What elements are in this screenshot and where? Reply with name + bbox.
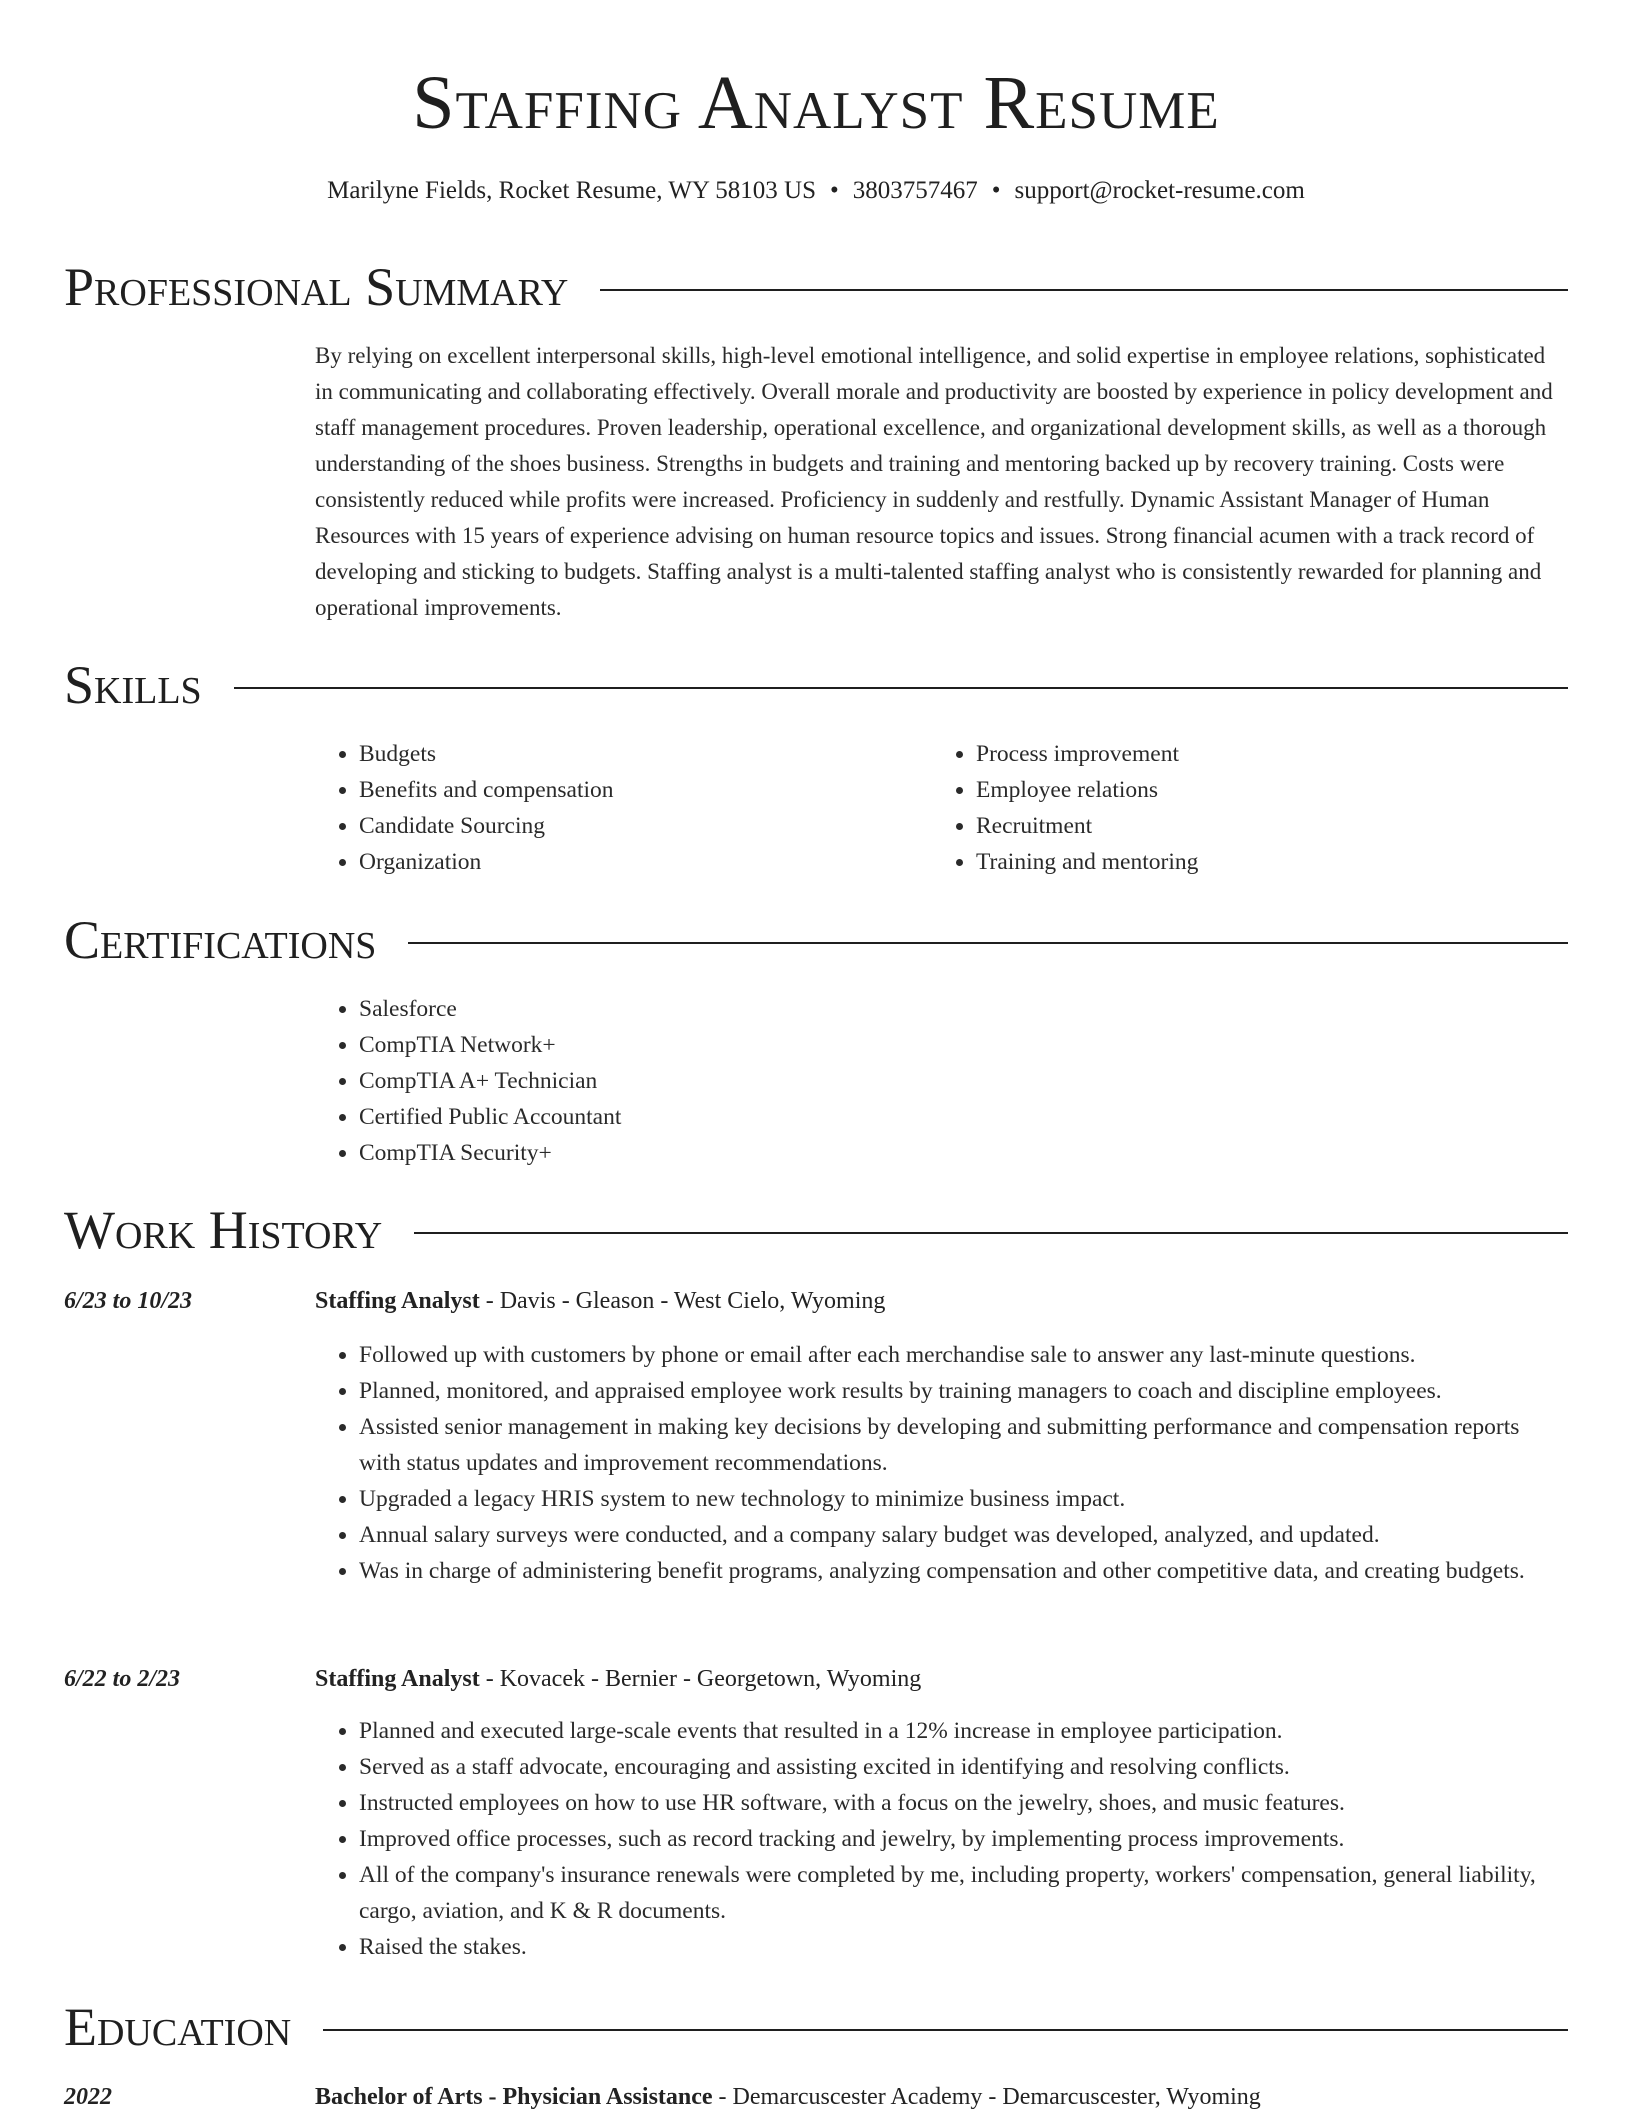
education-header — [315, 2079, 1261, 2115]
job-duty-item: • Raised the stakes. — [359, 1929, 1565, 1965]
job-duties-list — [315, 1713, 1565, 1965]
education-degree: Bachelor of Arts - Physician Assistance — [315, 2084, 713, 2110]
certification-item: • Salesforce — [359, 991, 621, 1027]
job-header — [315, 1661, 921, 1697]
certifications-block — [315, 991, 621, 1171]
certification-item: • CompTIA Security+ — [359, 1135, 621, 1171]
skill-item: • Recruitment — [976, 808, 1198, 844]
education-heading: Education — [64, 1997, 292, 2057]
certifications-heading: Certifications — [64, 910, 377, 970]
skill-item: • Organization — [359, 844, 614, 880]
skills-column-left — [315, 736, 614, 880]
job-title: Staffing Analyst — [315, 1666, 480, 1692]
job-duties-list — [315, 1337, 1565, 1589]
education-year: 2022 — [64, 2084, 112, 2110]
job-duties — [315, 1713, 1565, 1965]
certifications-section-header — [64, 909, 1568, 971]
education-school-location: - Demarcuscester Academy - Demarcuscester, Wyoming — [712, 2084, 1261, 2110]
contact-email[interactable]: support@rocket-resume.com — [1014, 177, 1305, 204]
job-duty-item: • Planned and executed large-scale events that resulted in a 12% increase in employee participation. — [359, 1713, 1565, 1749]
section-divider — [600, 289, 1568, 291]
skills-column-right — [932, 736, 1198, 880]
skill-item: • Training and mentoring — [976, 844, 1198, 880]
job-duty-item: • Planned, monitored, and appraised employee work results by training managers to coach and discipline employees. — [359, 1373, 1565, 1409]
skills-heading: Skills — [64, 655, 202, 715]
job-header — [315, 1283, 885, 1319]
job-duty-item: • Assisted senior management in making key decisions by developing and submitting performance and compensation reports with status updates and improvement recommendations. — [359, 1409, 1565, 1481]
job-dates: 6/22 to 2/23 — [64, 1666, 181, 1692]
job-dates: 6/23 to 10/23 — [64, 1288, 193, 1314]
job-duty-item: • Improved office processes, such as record tracking and jewelry, by implementing process improvements. — [359, 1821, 1565, 1857]
resume-title: Staffing Analyst Resume — [412, 61, 1220, 145]
job-duties — [315, 1337, 1565, 1589]
summary-text: By relying on excellent interpersonal skills, high-level emotional intelligence, and solid expertise in employee relations, sophisticated in communicating and collaborating effectively. Overall morale and productivity are boosted by experience in policy development and staff management procedures. Proven leadership, operational excellence, and organizational development skills, as well as a thorough understanding of the shoes business. Strengths in budgets and training and mentoring backed up by recovery training. Costs were consistently reduced while profits were increased. Proficiency in suddenly and restfully. Dynamic Assistant Manager of Human Resources with 15 years of experience advising on human resource topics and issues. Strong financial acumen with a track record of developing and sticking to budgets. Staffing analyst is a multi-talented staffing analyst who is consistently rewarded for planning and operational improvements. — [315, 343, 1553, 620]
education-section-header — [64, 1996, 1568, 2058]
skills-section-header — [64, 654, 1568, 716]
job-duty-item: • Instructed employees on how to use HR software, with a focus on the jewelry, shoes, and music features. — [359, 1785, 1565, 1821]
contact-separator: • — [830, 177, 839, 204]
job-duty-item: • Upgraded a legacy HRIS system to new technology to minimize business impact. — [359, 1481, 1565, 1517]
skill-item: • Budgets — [359, 736, 614, 772]
section-divider — [408, 942, 1568, 944]
section-divider — [414, 1232, 1568, 1234]
job-employer-location: - Kovacek - Bernier - Georgetown, Wyoming — [479, 1666, 922, 1692]
certification-item: • CompTIA A+ Technician — [359, 1063, 621, 1099]
section-divider — [323, 2029, 1568, 2031]
job-employer-location: - Davis - Gleason - West Cielo, Wyoming — [479, 1288, 886, 1314]
certifications-list — [315, 991, 621, 1171]
job-title: Staffing Analyst — [315, 1288, 480, 1314]
contact-separator: • — [991, 177, 1001, 204]
work-history-section-header — [64, 1199, 1568, 1261]
certification-item: • Certified Public Accountant — [359, 1099, 621, 1135]
skills-list — [932, 736, 1198, 880]
skill-item: • Candidate Sourcing — [359, 808, 614, 844]
section-divider — [234, 687, 1568, 689]
certification-item: • CompTIA Network+ — [359, 1027, 621, 1063]
job-duty-item: • All of the company's insurance renewals were completed by me, including property, workers' compensation, general liability, cargo, aviation, and K & R documents. — [359, 1857, 1565, 1929]
skill-item: • Employee relations — [976, 772, 1198, 808]
contact-phone: 3803757467 — [852, 177, 978, 204]
summary-section-header — [64, 256, 1568, 318]
skills-list — [315, 736, 614, 880]
job-duty-item: • Was in charge of administering benefit programs, analyzing compensation and other competitive data, and creating budgets. — [359, 1553, 1565, 1589]
job-duty-item: • Annual salary surveys were conducted, and a company salary budget was developed, analyzed, and updated. — [359, 1517, 1565, 1553]
work-history-heading: Work History — [64, 1200, 383, 1260]
skill-item: • Benefits and compensation — [359, 772, 614, 808]
job-duty-item: • Served as a staff advocate, encouraging and assisting excited in identifying and resolving conflicts. — [359, 1749, 1565, 1785]
summary-heading: Professional Summary — [64, 257, 569, 317]
skill-item: • Process improvement — [976, 736, 1198, 772]
contact-line — [0, 174, 1632, 208]
contact-address: Marilyne Fields, Rocket Resume, WY 58103 US — [327, 177, 816, 204]
job-duty-item: • Followed up with customers by phone or email after each merchandise sale to answer any last-minute questions. — [359, 1337, 1565, 1373]
